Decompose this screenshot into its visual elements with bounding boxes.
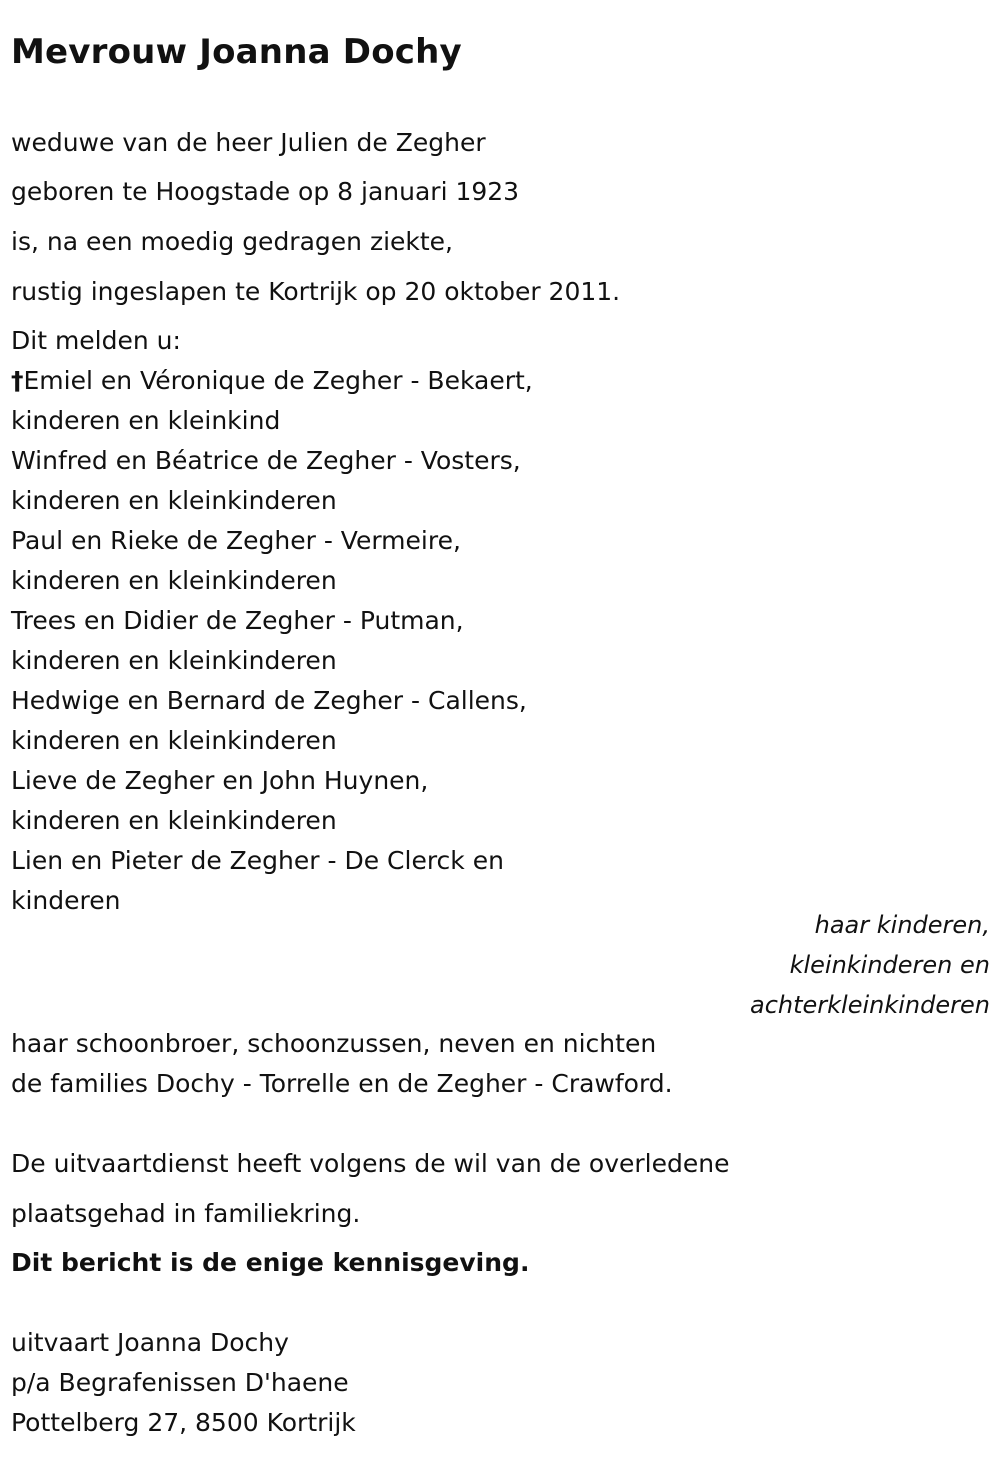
- family-line: Lieve de Zegher en John Huynen,: [11, 766, 429, 795]
- family-line: Lien en Pieter de Zegher - De Clerck en: [11, 846, 504, 875]
- page-title: Mevrouw Joanna Dochy: [11, 32, 462, 72]
- intro-line: is, na een moedig gedragen ziekte,: [11, 227, 454, 256]
- intro-line: geboren te Hoogstade op 8 januari 1923: [11, 177, 520, 206]
- family-line: kinderen en kleinkinderen: [11, 486, 337, 515]
- announce-label: Dit melden u:: [11, 326, 181, 355]
- relatives-line: de families Dochy - Torrelle en de Zegher - Crawford.: [11, 1069, 673, 1098]
- family-line: Winfred en Béatrice de Zegher - Vosters,: [11, 446, 521, 475]
- address-line: uitvaart Joanna Dochy: [11, 1328, 289, 1357]
- family-line: kinderen: [11, 886, 121, 915]
- address-line: p/a Begrafenissen D'haene: [11, 1368, 349, 1397]
- family-line: Trees en Didier de Zegher - Putman,: [11, 606, 464, 635]
- family-line: kinderen en kleinkind: [11, 406, 281, 435]
- family-summary-line: kleinkinderen en: [789, 951, 990, 979]
- service-line: plaatsgehad in familiekring.: [11, 1199, 361, 1228]
- address-line: Pottelberg 27, 8500 Kortrijk: [11, 1408, 356, 1437]
- family-member: Emiel en Véronique de Zegher - Bekaert,: [23, 366, 533, 395]
- family-line: [11, 366, 533, 396]
- notice-text: Dit bericht is de enige kennisgeving.: [11, 1248, 530, 1277]
- family-line: kinderen en kleinkinderen: [11, 806, 337, 835]
- family-line: Paul en Rieke de Zegher - Vermeire,: [11, 526, 461, 555]
- family-line: kinderen en kleinkinderen: [11, 566, 337, 595]
- service-line: De uitvaartdienst heeft volgens de wil van de overledene: [11, 1149, 730, 1178]
- cross-icon: †: [11, 366, 24, 395]
- family-line: kinderen en kleinkinderen: [11, 726, 337, 755]
- family-summary-line: haar kinderen,: [814, 911, 990, 939]
- relatives-line: haar schoonbroer, schoonzussen, neven en nichten: [11, 1029, 657, 1058]
- intro-line: rustig ingeslapen te Kortrijk op 20 oktober 2011.: [11, 277, 621, 306]
- family-line: Hedwige en Bernard de Zegher - Callens,: [11, 686, 527, 715]
- intro-line: weduwe van de heer Julien de Zegher: [11, 128, 486, 157]
- family-summary-line: achterkleinkinderen: [750, 991, 990, 1019]
- family-line: kinderen en kleinkinderen: [11, 646, 337, 675]
